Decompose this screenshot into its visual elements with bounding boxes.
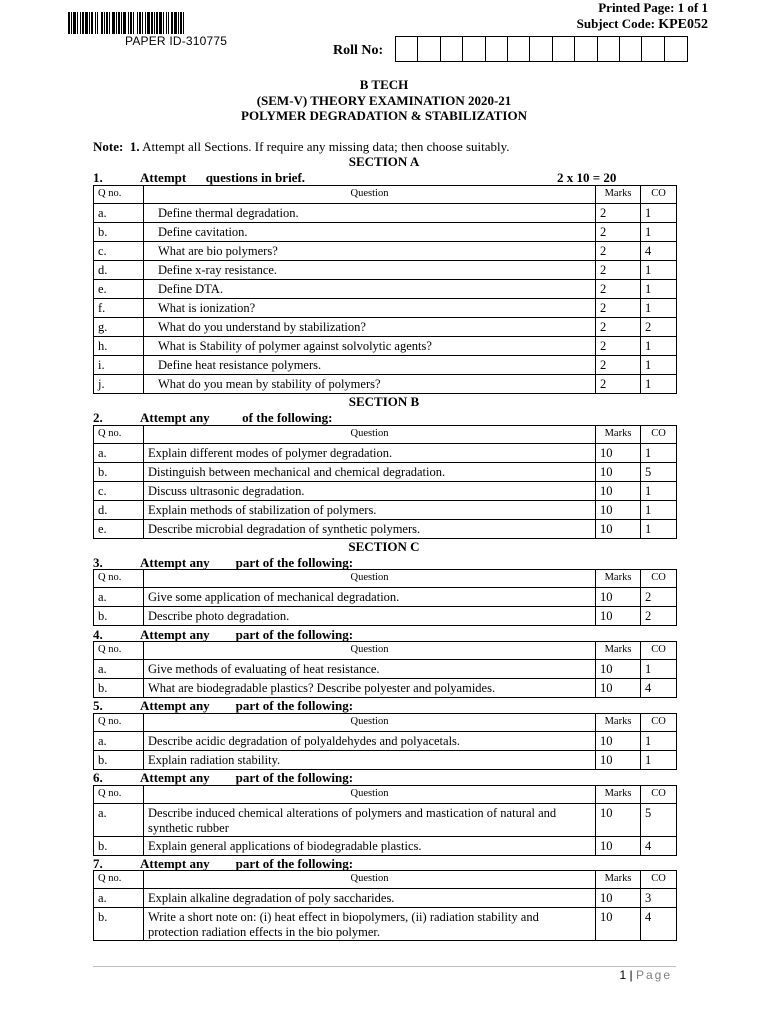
roll-no-label: Roll No: — [333, 43, 384, 58]
table-row — [94, 444, 677, 463]
table-row — [94, 732, 677, 751]
question-label: a. — [94, 804, 144, 837]
page-word: Page — [635, 968, 672, 982]
question-co: 1 — [641, 660, 677, 679]
header-qno: Q no. — [94, 871, 144, 889]
question-label: b. — [94, 607, 144, 626]
table-header-row — [94, 186, 677, 204]
question-label: e. — [94, 520, 144, 539]
instruction-text: Attempt any part of the following: — [140, 770, 354, 785]
header-question: Question — [144, 642, 596, 660]
note-label: Note: — [93, 139, 124, 154]
table-row — [94, 837, 677, 856]
header-co: CO — [641, 714, 677, 732]
table-row — [94, 588, 677, 607]
question-co: 5 — [641, 463, 677, 482]
header-qno: Q no. — [94, 186, 144, 204]
question-text: Define DTA. — [144, 280, 596, 299]
header-co: CO — [641, 426, 677, 444]
question-marks: 10 — [596, 501, 641, 520]
question-marks: 2 — [596, 242, 641, 261]
question-co: 4 — [641, 837, 677, 856]
question-co: 1 — [641, 261, 677, 280]
question-text: Define thermal degradation. — [144, 204, 596, 223]
question-text: Distinguish between mechanical and chemical degradation. — [144, 463, 596, 482]
question-text: Define heat resistance polymers. — [144, 356, 596, 375]
question-co: 1 — [641, 501, 677, 520]
question-marks: 10 — [596, 660, 641, 679]
roll-box — [598, 37, 620, 61]
question-marks: 2 — [596, 204, 641, 223]
question-number: 6. — [93, 770, 103, 785]
question-label: e. — [94, 280, 144, 299]
roll-box — [530, 37, 552, 61]
question-marks: 10 — [596, 751, 641, 770]
instruction-text: Attempt any of the following: — [140, 410, 333, 425]
barcode — [68, 12, 282, 34]
instruction-text: Attempt any part of the following: — [140, 627, 354, 642]
question-text: What do you understand by stabilization? — [144, 318, 596, 337]
table-row — [94, 908, 677, 941]
footer-divider — [93, 966, 676, 967]
question-label: a. — [94, 889, 144, 908]
table-row — [94, 751, 677, 770]
header-question: Question — [144, 871, 596, 889]
question-marks: 10 — [596, 837, 641, 856]
roll-box — [620, 37, 642, 61]
question-number: 2. — [93, 410, 103, 425]
question-label: c. — [94, 482, 144, 501]
page-separator: | — [629, 968, 633, 982]
table-row — [94, 501, 677, 520]
page-number: 1 — [619, 968, 627, 982]
table-row — [94, 204, 677, 223]
subject-code: KPE052 — [658, 17, 708, 32]
question-text: Explain radiation stability. — [144, 751, 596, 770]
subject-code-label: Subject Code: — [576, 16, 655, 31]
question-text: Describe microbial degradation of synthetic polymers. — [144, 520, 596, 539]
question-label: a. — [94, 660, 144, 679]
question-text: Define cavitation. — [144, 223, 596, 242]
question-co: 1 — [641, 299, 677, 318]
table-row — [94, 679, 677, 698]
roll-box — [575, 37, 597, 61]
question-label: i. — [94, 356, 144, 375]
section-b-title: SECTION B — [348, 394, 420, 409]
question-co: 1 — [641, 444, 677, 463]
table-row — [94, 299, 677, 318]
roll-box — [418, 37, 440, 61]
question-text: Explain alkaline degradation of poly saccharides. — [144, 889, 596, 908]
question-text: Define x-ray resistance. — [144, 261, 596, 280]
paper-id: PAPER ID-310775 — [125, 34, 228, 48]
question-label: a. — [94, 588, 144, 607]
question-3-table — [93, 569, 677, 626]
roll-box — [665, 37, 687, 61]
table-row — [94, 660, 677, 679]
table-row — [94, 482, 677, 501]
instruction-text: Attempt any part of the following: — [140, 856, 354, 871]
table-row — [94, 337, 677, 356]
question-number: 7. — [93, 856, 103, 871]
header-question: Question — [144, 570, 596, 588]
question-text: What are biodegradable plastics? Describe polyester and polyamides. — [144, 679, 596, 698]
note-text: Attempt all Sections. If require any missing data; then choose suitably. — [142, 139, 510, 154]
section-a-title: SECTION A — [348, 154, 420, 169]
question-label: a. — [94, 732, 144, 751]
question-text: Give methods of evaluating of heat resistance. — [144, 660, 596, 679]
note-num: 1. — [129, 139, 140, 154]
table-header-row — [94, 871, 677, 889]
instruction-text: Attempt any part of the following: — [140, 698, 354, 713]
question-label: j. — [94, 375, 144, 394]
section-a-table — [93, 185, 677, 394]
question-label: f. — [94, 299, 144, 318]
table-row — [94, 520, 677, 539]
question-co: 3 — [641, 889, 677, 908]
question-text: Explain different modes of polymer degradation. — [144, 444, 596, 463]
question-co: 1 — [641, 280, 677, 299]
section-a-instruction — [93, 170, 683, 186]
table-row — [94, 375, 677, 394]
marks-scheme: 2 x 10 = 20 — [557, 170, 617, 185]
printed-page: Printed Page: 1 of 1 — [598, 0, 708, 15]
question-co: 2 — [641, 318, 677, 337]
question-6-table — [93, 785, 677, 856]
roll-box — [508, 37, 530, 61]
question-co: 5 — [641, 804, 677, 837]
question-label: b. — [94, 679, 144, 698]
header-marks: Marks — [596, 714, 641, 732]
question-text: What is Stability of polymer against solvolytic agents? — [144, 337, 596, 356]
exam-title: (SEM-V) THEORY EXAMINATION 2020-21 — [256, 93, 512, 108]
question-marks: 2 — [596, 280, 641, 299]
table-row — [94, 318, 677, 337]
roll-box — [642, 37, 664, 61]
question-marks: 10 — [596, 804, 641, 837]
table-header-row — [94, 786, 677, 804]
header-qno: Q no. — [94, 642, 144, 660]
question-co: 1 — [641, 732, 677, 751]
section-b-instruction — [93, 410, 683, 426]
roll-box — [463, 37, 485, 61]
table-row — [94, 242, 677, 261]
header-co: CO — [641, 786, 677, 804]
question-co: 1 — [641, 482, 677, 501]
header-co: CO — [641, 570, 677, 588]
question-label: d. — [94, 501, 144, 520]
question-text: Discuss ultrasonic degradation. — [144, 482, 596, 501]
table-header-row — [94, 426, 677, 444]
question-label: c. — [94, 242, 144, 261]
header-marks: Marks — [596, 426, 641, 444]
header-question: Question — [144, 426, 596, 444]
header-marks: Marks — [596, 871, 641, 889]
header-co: CO — [641, 642, 677, 660]
header-qno: Q no. — [94, 426, 144, 444]
question-6-instruction — [93, 770, 683, 786]
header-marks: Marks — [596, 786, 641, 804]
table-header-row — [94, 570, 677, 588]
roll-no-boxes — [395, 36, 688, 62]
question-marks: 10 — [596, 520, 641, 539]
header-question: Question — [144, 186, 596, 204]
table-header-row — [94, 714, 677, 732]
question-text: Explain general applications of biodegradable plastics. — [144, 837, 596, 856]
subject-title: POLYMER DEGRADATION & STABILIZATION — [241, 108, 527, 123]
question-co: 4 — [641, 908, 677, 941]
question-number: 3. — [93, 555, 103, 570]
course-title: B TECH — [359, 77, 409, 92]
question-marks: 10 — [596, 444, 641, 463]
question-co: 1 — [641, 204, 677, 223]
table-row — [94, 463, 677, 482]
question-text: What is ionization? — [144, 299, 596, 318]
question-label: b. — [94, 837, 144, 856]
instruction-text: Attempt any part of the following: — [140, 555, 354, 570]
question-co: 2 — [641, 607, 677, 626]
question-label: b. — [94, 463, 144, 482]
header-marks: Marks — [596, 570, 641, 588]
header-co: CO — [641, 186, 677, 204]
question-text: Explain methods of stabilization of polymers. — [144, 501, 596, 520]
question-co: 1 — [641, 375, 677, 394]
question-number: 4. — [93, 627, 103, 642]
question-co: 4 — [641, 679, 677, 698]
table-row — [94, 261, 677, 280]
roll-box — [553, 37, 575, 61]
question-5-instruction — [93, 698, 683, 714]
question-marks: 10 — [596, 463, 641, 482]
question-label: b. — [94, 751, 144, 770]
question-text: What do you mean by stability of polymers? — [144, 375, 596, 394]
question-number: 1. — [93, 170, 103, 185]
table-header-row — [94, 642, 677, 660]
header-question: Question — [144, 714, 596, 732]
question-marks: 2 — [596, 375, 641, 394]
question-marks: 10 — [596, 588, 641, 607]
question-label: g. — [94, 318, 144, 337]
question-text: Describe photo degradation. — [144, 607, 596, 626]
roll-box — [486, 37, 508, 61]
question-marks: 2 — [596, 261, 641, 280]
header-marks: Marks — [596, 186, 641, 204]
question-label: a. — [94, 444, 144, 463]
question-text: Describe acidic degradation of polyaldehydes and polyacetals. — [144, 732, 596, 751]
table-row — [94, 356, 677, 375]
section-c-title: SECTION C — [348, 539, 420, 554]
header-question: Question — [144, 786, 596, 804]
question-marks: 2 — [596, 299, 641, 318]
question-marks: 10 — [596, 732, 641, 751]
question-co: 1 — [641, 337, 677, 356]
question-label: b. — [94, 223, 144, 242]
header-co: CO — [641, 871, 677, 889]
page-footer — [619, 968, 672, 982]
header-marks: Marks — [596, 642, 641, 660]
question-co: 1 — [641, 751, 677, 770]
question-marks: 10 — [596, 679, 641, 698]
question-marks: 10 — [596, 908, 641, 941]
question-marks: 10 — [596, 482, 641, 501]
note — [93, 139, 510, 155]
header-qno: Q no. — [94, 786, 144, 804]
question-text: Describe induced chemical alterations of polymers and mastication of natural and synthetic rubber — [144, 804, 596, 837]
question-marks: 2 — [596, 318, 641, 337]
question-marks: 10 — [596, 889, 641, 908]
table-row — [94, 280, 677, 299]
table-row — [94, 804, 677, 837]
question-marks: 10 — [596, 607, 641, 626]
table-row — [94, 889, 677, 908]
question-label: b. — [94, 908, 144, 941]
roll-box — [396, 37, 418, 61]
question-co: 4 — [641, 242, 677, 261]
roll-box — [441, 37, 463, 61]
question-marks: 2 — [596, 356, 641, 375]
subject-code-line — [577, 16, 708, 33]
question-label: h. — [94, 337, 144, 356]
table-row — [94, 607, 677, 626]
question-co: 2 — [641, 588, 677, 607]
question-text: Give some application of mechanical degradation. — [144, 588, 596, 607]
question-marks: 2 — [596, 337, 641, 356]
question-co: 1 — [641, 356, 677, 375]
question-number: 5. — [93, 698, 103, 713]
question-label: d. — [94, 261, 144, 280]
header-qno: Q no. — [94, 570, 144, 588]
header-qno: Q no. — [94, 714, 144, 732]
question-co: 1 — [641, 223, 677, 242]
question-7-table — [93, 870, 677, 941]
section-b-table — [93, 425, 677, 539]
question-text: Write a short note on: (i) heat effect in biopolymers, (ii) radiation stability and protection radiation effects in the bio polymer. — [144, 908, 596, 941]
table-row — [94, 223, 677, 242]
question-marks: 2 — [596, 223, 641, 242]
question-text: What are bio polymers? — [144, 242, 596, 261]
question-4-table — [93, 641, 677, 698]
question-co: 1 — [641, 520, 677, 539]
question-5-table — [93, 713, 677, 770]
instruction-text: Attempt questions in brief. — [140, 170, 306, 185]
question-label: a. — [94, 204, 144, 223]
